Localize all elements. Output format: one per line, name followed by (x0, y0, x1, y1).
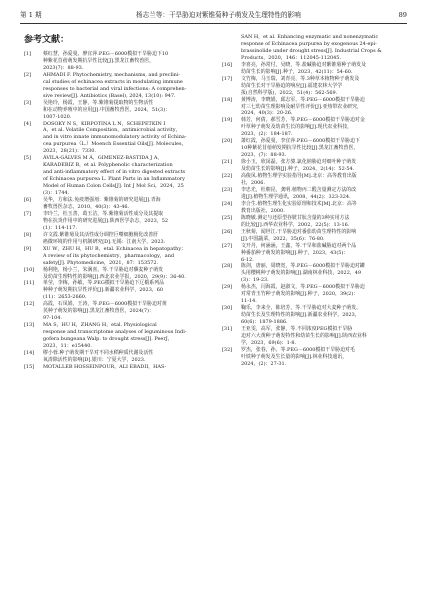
reference-number: [18] (222, 96, 233, 103)
reference-entry (222, 138, 408, 159)
reference-entry (222, 263, 408, 284)
reference-number: [20] (222, 138, 233, 145)
left-column (24, 34, 210, 371)
reference-entry (24, 72, 210, 100)
reference-entry (222, 97, 408, 118)
reference-number: [4] (24, 120, 31, 127)
reference-entry (222, 326, 408, 347)
references-heading: 参考文献： (24, 35, 70, 45)
reference-text: 罗杰，张春，孙，等.PEG－6000模拟干旱胁迫对毛 叶铁种子萌发及生长量的影响[J].林业科技通讯， 2024，(2)：27-31. (241, 346, 355, 367)
reference-entry (24, 51, 210, 72)
reference-number: [1] (24, 51, 31, 57)
reference-text: 萧红霞，孙爱曼，李宜萍.PEG－6000模拟干旱胁迫下 10种紫花苜蓿萌发期抗旱性比较[J].黑龙江畜牧兽医， 2023，(7)：88-93. (241, 138, 360, 159)
reference-number: [12] (24, 301, 35, 308)
reference-entry (24, 350, 210, 364)
reference-entry (24, 301, 210, 322)
reference-entry (24, 197, 210, 211)
reference-text: 王秋菊，闻世江.干旱胁迫对番茄幼苗生理特性的影响 [J].中国蔬菜，2022，35(6)：76-80. (241, 228, 357, 242)
reference-number: [25] (222, 214, 233, 221)
reference-number: [16] (222, 61, 233, 68)
reference-number: [22] (222, 173, 233, 180)
reference-text: XU W，ZHU H，HU B，etal. Echinacea in hepatopathy： A review of its phytochemistry，pharmacology，and safety[J]. Phytomedicine，2021，87：153572. (43, 245, 187, 266)
reference-entry (24, 232, 210, 246)
reference-number: [14] (24, 349, 35, 356)
reference-text: 李喜亮，孙常付，吴晓，等.盐碱胁迫对紫锥菊种子萌发及 幼苗生长的影响[J].种子，2023，42(11)：54-60. (241, 61, 367, 75)
reference-entry (24, 246, 210, 267)
reference-number: [23] (222, 186, 233, 193)
reference-text: AHMADI F. Phytochemistry, mechanisms, and preclini- cal studies of echinacea extracts in modulating immune responses to bacterial and viral infections: A comprehen- sive review[J]. Antibiotics (Basel), 2024, 13(10): 947. (43, 71, 187, 99)
reference-text: 杨利艳，杨小兰，朱满喜，等.干旱胁迫对藜麦种子萌发 及幼苗生理特性的影响[J].西北农业学报，2020，29(9)：36-40. (43, 266, 186, 280)
reference-number: [17] (222, 75, 233, 82)
reference-number: [9] (24, 245, 31, 252)
running-header (20, 9, 407, 24)
reference-text: MOTALLEB HOSSEINPOUR，ALI EBADII，HAS- (43, 363, 167, 370)
reference-entry (222, 187, 408, 201)
reference-entry (24, 211, 210, 232)
reference-entry (222, 347, 408, 368)
reference-entry (24, 364, 210, 371)
reference-text: 缪小蓉.种子萌发期干旱对不同水稻种质代谢及活性 氧清除活性的影响[D].银川：宁夏大学，2023. (43, 349, 154, 363)
reference-text: 吴艳玲，杨霞，王静，等.紫锥菊提取物的生物活性 和在动物养殖中的应用[J].中国畜牧兽医，2024，51(3)： 1007-1020. (43, 99, 171, 120)
page-number: 89 (398, 11, 407, 19)
reference-entry (222, 117, 408, 138)
reference-text: ÁVILA-GÁLVES M Á，GIMENEZ-BASTIDA J A， KARADEBIZ B，et al. Polyphenolic characterization and anti-inflammatory effect of in vitro digested extracts of Echinacea purpurea L. Plant Parts in an Inflammatory Model of Human Colon Cells[J]. Int J Mol Sci，2024，25 (3)：1744. (43, 155, 186, 197)
reference-text: 李忠光，杜朝昆，龚明.植物丙二醛含量测定方法的改 进[J].植物生理学通讯，2008，44(2)：323-324. (241, 186, 357, 200)
reference-text: 鞠乐，李来全，陈培芳，等.干旱胁迫对大麦种子萌发、 幼苗生长及生理特性的影响[J].新疆农业科学，2023， 60(6)：1879-1886. (241, 305, 362, 326)
reference-entry (222, 284, 408, 305)
reference-number: [5] (24, 155, 31, 162)
reference-number: [29] (222, 284, 233, 291)
reference-text: 许文霞.紫锥菊及其活性成分调控巨噬细胞极化改善肝 癌微环境的作用与机制研究[D].无锡：江南大学，2023. (43, 231, 166, 245)
reference-text: 徐小玉，欣闵磊，张方骏.氯化钠胁迫对细叶种子萌发 及幼苗生长的影响[J].种子，2024，2(14)：52-54. (241, 159, 357, 173)
reference-number: [10] (24, 266, 35, 273)
reference-text: MA S，HU H，ZHANG H，etal. Physiological response and transcriptome analyses of leguminous Indi- gofera bungeana Walp. to drought stress[J]. PeerJ， 2023，11：e15440. (43, 322, 187, 350)
reference-text: 杨永杰，闫海霞，赵淑文，等.PEG－6000模拟干旱胁迫 对常青玉竹种子萌发的影响[J].种子，2020，39(2)： 11-14. (241, 284, 365, 305)
reference-text: 蔡红慧，孙爱曼，廖宜萍.PEG－6000模拟干旱胁迫下10 种紫花苜蓿萌发期抗旱性比较[J].黑龙江畜牧兽医， 2023(7)：88-93. (43, 51, 169, 71)
reference-text: 李合生.植物生理生化实验原理和技术[M].北京：高等 教育出版社，2000. (241, 200, 357, 214)
reference-entry (222, 62, 408, 76)
reference-number: [7] (24, 210, 31, 217)
reference-text: 王亚雯，高军，张静，等.不同浓度PEG模拟干旱胁 迫对六大黄种子萌发特性和幼苗生长的影响[J].陕西农业科 学，2023，69(6)：1-8. (241, 326, 367, 346)
reference-number: [21] (222, 159, 233, 166)
reference-number: [24] (222, 200, 233, 207)
reference-text: 文开丹，何涵涵，王鑫，等.干旱和盐碱胁迫对两个品 种番茄种子萌发的影响[J].种子，2023，43(5)： 6-12. (241, 242, 357, 263)
reference-text: 吴华，方和法.免疫增强剂：紫锥菊的研究进展[J].青海 畜牧兽医杂志，2010，40(3)：43-46. (43, 197, 161, 210)
reference-number: [8] (24, 231, 31, 238)
reference-entry (24, 100, 210, 121)
reference-number: [6] (24, 197, 31, 204)
reference-number: [30] (222, 305, 233, 312)
reference-entry (222, 159, 408, 173)
reference-number: [19] (222, 117, 233, 124)
reference-number: [28] (222, 263, 233, 270)
reference-text: 陈剑，唐丽，周晓宽，等.PEG－6000模拟干旱胁迫对罐 头用樱桃种子萌发的影响[J].湖南林业科技，2022，49 (3)：19-23. (241, 263, 365, 284)
running-title: 杨志兰等：干旱胁迫对紫锥菊种子萌发及生理特性的影响 (136, 11, 301, 19)
reference-number: [31] (222, 326, 233, 333)
reference-entry (24, 121, 210, 156)
reference-number: [11] (24, 280, 35, 287)
reference-entry (222, 305, 408, 326)
reference-number: [15] (24, 363, 35, 370)
issue-label: 第 1 期 (20, 11, 42, 19)
reference-text: 黄博涛，李晓娟，邱志军，等.PEG－6000模拟干旱胁迫 对三七幼苗生理影响及耐旱性评价[J].亚热带农业研究， 2024，40(3)：20-26. (241, 96, 365, 117)
reference-continuation (222, 34, 408, 62)
reference-text: 李玲兰，杜玉善，葛玉洁，等.紫锥菊活性成分及其提取 物在抗炎作用中的研究进展[J].陕西医学杂志，2023，52 (1)：114-117. (43, 210, 168, 231)
reference-text: DOSOKY N S，KIRPOTINA L N，SCHEPETKIN I A，et al. Volatile Composition，antimicrobial activity， and in vitro innate immunomodulatory activity of Echina- cea purpurea（L.）Moench Essential Oils[J]. Molecules， 2023，28(21)：7330. (43, 120, 187, 155)
reference-entry (222, 76, 408, 97)
reference-text: 韩芳，何倩，郝雪芳，等.PEG－6000模拟干旱胁迫对金 叶草种子萌发及幼苗生长的影响[J].现代农业科技， 2023，(2)：184-187. (241, 117, 365, 138)
reference-number: [2] (24, 71, 31, 78)
reference-text: 单莹，李梅，孙敏，等.PEG模拟干旱胁迫下辽椴系列品 种种子萌发期抗旱性评价[J].新疆农业科学，2023，60 (11)：2653-2660. (43, 280, 165, 301)
reference-number: [3] (24, 99, 31, 106)
reference-number: [32] (222, 346, 233, 353)
reference-number: [26] (222, 228, 233, 235)
reference-number: [27] (222, 242, 233, 249)
reference-entry (222, 201, 408, 215)
reference-continuation-text: SAN H，et al. Enhancing enzymatic and nonenzymatic response of Echinacea purpurea by exogenous 24-epi- brassinolide under drought stress[J]. Industrial Crops & Products，2020，146：112045-112045. (241, 34, 382, 61)
reference-entry (24, 267, 210, 281)
reference-entry (24, 280, 210, 301)
reference-text: 高霞，石凤娟，王涛，等.PEG－6000模拟干旱胁迫对黄 芪种子萌发的影响[J].黑龙江畜牧兽医，2024(7)： 97-104. (43, 301, 167, 322)
reference-text: 陈晓敏.测定与还原型谷胱甘肽含量的3种实用方法 的比较[J].西华农业科学，2002，22(5)：13-16. (241, 214, 350, 228)
reference-entry (222, 229, 408, 243)
reference-number: [13] (24, 322, 35, 329)
reference-text: 文竹梅，马玉瑞，刘青亮，等.3种草本植物种子萌发及 幼苗生长对干旱胁迫的响应[J].福建农林大学学 报(自然科学版)，2022，51(4)：562-569. (241, 75, 360, 96)
reference-entry (24, 322, 210, 350)
right-column (222, 34, 408, 368)
reference-text: 高俊凤.植物生理学实验指导[M].北京：高等教育出版 社，2006. (241, 173, 357, 187)
reference-entry (24, 155, 210, 197)
reference-entry (222, 243, 408, 264)
reference-entry (222, 215, 408, 229)
reference-entry (222, 173, 408, 187)
